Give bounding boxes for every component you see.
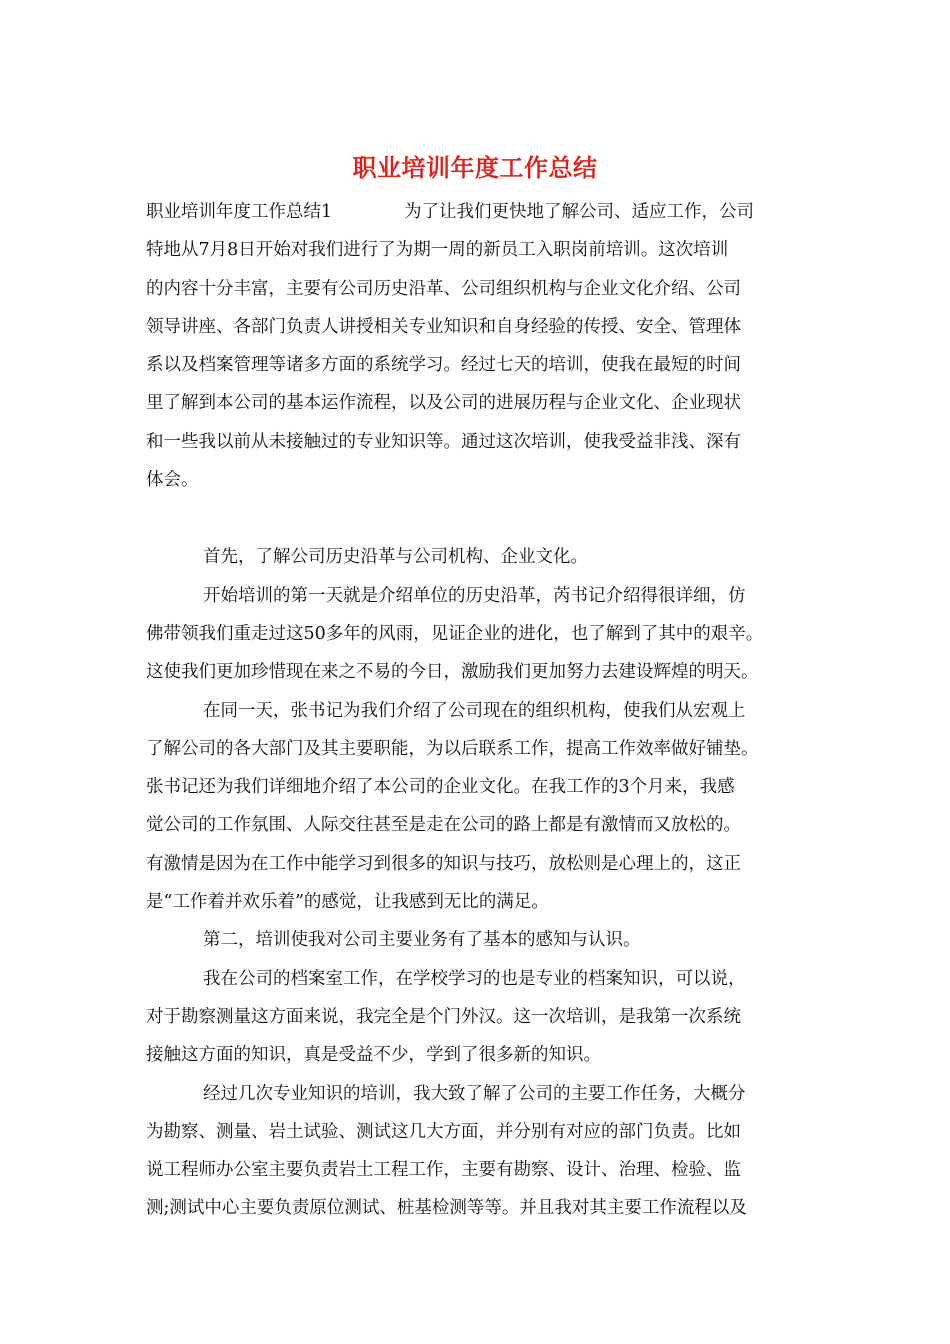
intro-line: 特地从7月8日开始对我们进行了为期一周的新员工入职岗前培训。这次培训 — [146, 240, 729, 261]
paragraph-line: 了解公司的各大部门及其主要职能，为以后联系工作，提高工作效率做好铺垫。 — [146, 738, 759, 759]
paragraph-line: 是“工作着并欢乐着”的感觉，让我感到无比的满足。 — [146, 892, 549, 913]
intro-label: 职业培训年度工作总结1 — [146, 202, 333, 222]
intro-line: 系以及档案管理等诸多方面的系统学习。经过七天的培训，使我在最短的时间 — [146, 355, 741, 376]
intro-line: 的内容十分丰富，主要有公司历史沿革、公司组织机构与企业文化介绍、公司 — [146, 278, 741, 299]
intro-line — [146, 193, 806, 231]
section-heading: 首先，了解公司历史沿革与公司机构、企业文化。 — [203, 547, 588, 568]
document-body — [146, 193, 806, 1228]
intro-line: 里了解到本公司的基本运作流程，以及公司的进展历程与企业文化、企业现状 — [146, 393, 741, 414]
paragraph-line: 觉公司的工作氛围、人际交往甚至是走在公司的路上都是有激情而又放松的。 — [146, 815, 741, 836]
intro-line: 和一些我以前从未接触过的专业知识等。通过这次培训，使我受益非浅、深有 — [146, 431, 741, 452]
intro-line-text: 为了让我们更快地了解公司、适应工作，公司 — [404, 202, 754, 222]
paragraph-line: 有激情是因为在工作中能学习到很多的知识与技巧，放松则是心理上的，这正 — [146, 853, 741, 874]
paragraph-line: 对于勘察测量这方面来说，我完全是个门外汉。这一次培训，是我第一次系统 — [146, 1006, 741, 1027]
paragraph-gap — [146, 499, 806, 538]
paragraph-line: 张书记还为我们详细地介绍了本公司的企业文化。在我工作的3个月来，我感 — [146, 777, 735, 798]
paragraph-line: 测;测试中心主要负责原位测试、桩基检测等等。并且我对其主要工作流程以及 — [146, 1198, 747, 1219]
document-title: 职业培训年度工作总结 — [352, 153, 598, 182]
paragraph-line: 为勘察、测量、岩土试验、测试这几大方面，并分别有对应的部门负责。比如 — [146, 1121, 741, 1142]
paragraph-line: 佛带领我们重走过这50多年的风雨，见证企业的进化，也了解到了其中的艰辛。 — [146, 623, 764, 644]
paragraph-line: 这使我们更加珍惜现在来之不易的今日，激励我们更加努力去建设辉煌的明天。 — [146, 662, 759, 683]
paragraph-line: 开始培训的第一天就是介绍单位的历史沿革，芮书记介绍得很详细，仿 — [203, 585, 746, 606]
paragraph-line: 接触这方面的知识，真是受益不少，学到了很多新的知识。 — [146, 1045, 601, 1066]
paragraph-line: 我在公司的档案室工作，在学校学习的也是专业的档案知识，可以说， — [203, 968, 746, 989]
paragraph-line: 在同一天，张书记为我们介绍了公司现在的组织机构，使我们从宏观上 — [203, 700, 746, 721]
section-heading: 第二，培训使我对公司主要业务有了基本的感知与认识。 — [203, 930, 641, 951]
paragraph-line: 说工程师办公室主要负责岩土工程工作，主要有勘察、设计、治理、检验、监 — [146, 1160, 741, 1181]
intro-line: 领导讲座、各部门负责人讲授相关专业知识和自身经验的传授、安全、管理体 — [146, 316, 741, 337]
paragraph-line: 经过几次专业知识的培训，我大致了解了公司的主要工作任务，大概分 — [203, 1083, 746, 1104]
intro-line: 体会。 — [146, 470, 199, 491]
